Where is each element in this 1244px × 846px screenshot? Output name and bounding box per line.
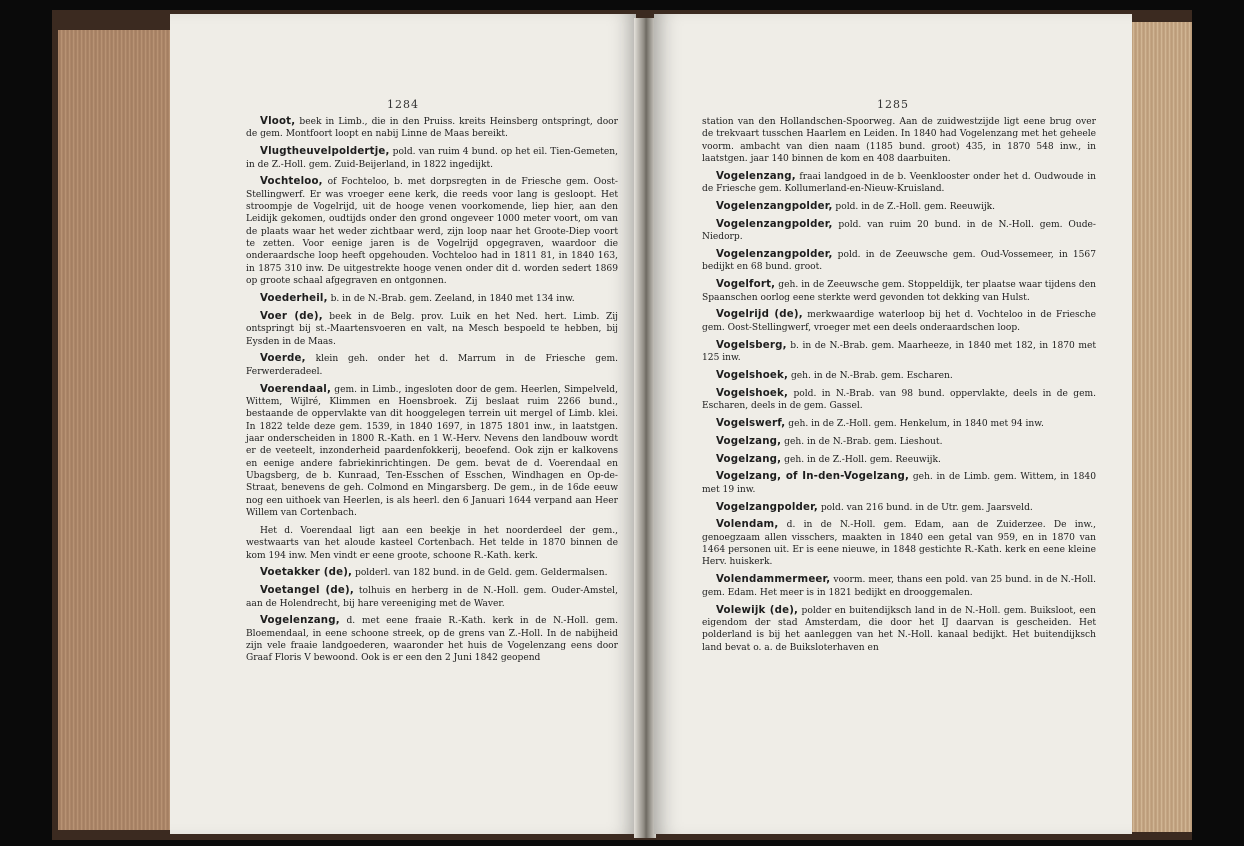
entry-headword: Vogelzang, bbox=[716, 453, 782, 465]
entry-text: tolhuis en herberg in de N.-Holl. gem. Ouder-Amstel, aan de Holendrecht, bij hare vereeniging met de Waver. bbox=[246, 586, 618, 609]
dictionary-entry bbox=[246, 293, 618, 305]
entry-headword: Vogelswerf, bbox=[716, 417, 786, 429]
dictionary-entry bbox=[702, 436, 1096, 448]
entry-text: d. met eene fraaie R.-Kath. kerk in de N.-Holl. gem. Bloemendaal, in eene schoone streek, op de grens van Z.-Holl. In de nabijheid zijn vele fraaie landgoederen, waaronder het huis de Vogelenzang eens door Graaf Floris V bewoond. Ook is er een den 2 Juni 1842 geopend bbox=[246, 616, 618, 664]
entry-headword: Voetakker (de), bbox=[260, 567, 353, 579]
page-number: 1284 bbox=[387, 98, 419, 111]
entry-headword: Volendammermeer, bbox=[716, 574, 831, 586]
entry-text: pold. van ruim 20 bund. in de N.-Holl. gem. Oude-Niedorp. bbox=[702, 219, 1096, 243]
entry-text: pold. in N.-Brab. van 98 bund. oppervlakte, deels in de gem. Escharen, deels in de gem. Gassel. bbox=[702, 388, 1096, 412]
entry-text: pold. van ruim 4 bund. op het eil. Tien-Gemeten, in de Z.-Holl. gem. Zuid-Beijerland, in 1822 ingedijkt. bbox=[246, 147, 618, 170]
entry-headword: Vogelzang, of In-den-Vogelzang, bbox=[716, 471, 910, 483]
entry-text: pold. in de Zeeuwsche gem. Oud-Vossemeer, in 1567 bedijkt en 68 bund. groot. bbox=[702, 250, 1096, 273]
dictionary-entry bbox=[246, 615, 618, 664]
entry-headword: Voederheil, bbox=[260, 292, 328, 304]
entry-headword: Volewijk (de), bbox=[716, 604, 799, 616]
entry-text: beek in Limb., die in den Pruiss. kreits Heinsberg ontspringt, door de gem. Montfoort loopt en nabij Linne de Maas bereikt. bbox=[246, 117, 618, 140]
entry-headword: Vlugtheuvelpoldertje, bbox=[260, 146, 390, 158]
right-page-text bbox=[702, 116, 1096, 659]
entry-text: fraai landgoed in de b. Veenklooster onder het d. Oudwoude in de Friesche gem. Kollumerland-en-Nieuw-Kruisland. bbox=[702, 171, 1096, 195]
dictionary-entry bbox=[702, 219, 1096, 244]
entry-text: geh. in de Z.-Holl. gem. Henkelum, in 1840 met 94 inw. bbox=[785, 418, 1044, 429]
dictionary-entry bbox=[702, 519, 1096, 568]
dictionary-entry bbox=[246, 146, 618, 171]
dictionary-entry bbox=[246, 525, 618, 562]
entry-headword: Vloot, bbox=[260, 116, 296, 127]
entry-headword: Vogelshoek, bbox=[716, 387, 789, 399]
entry-headword: Voetangel (de), bbox=[260, 585, 354, 597]
left-page-text bbox=[246, 116, 618, 670]
entry-headword: Vogelenzangpolder, bbox=[716, 249, 833, 261]
dictionary-entry bbox=[702, 201, 1096, 213]
dictionary-entry bbox=[702, 454, 1096, 466]
dictionary-entry bbox=[246, 585, 618, 610]
page-edges-left bbox=[58, 30, 170, 830]
entry-text: d. in de N.-Holl. gem. Edam, aan de Zuiderzee. De inw., genoegzaam allen visschers, maakten in 1840 een getal van 959, en in 1870 van 1464 personen uit. Er is eene nieuwe, in 1848 gestichte R.-Kath. kerk en eene kleine Herv. huiskerk. bbox=[702, 520, 1096, 568]
entry-headword: Vogelfort, bbox=[716, 279, 776, 291]
entry-headword: Vogelzang, bbox=[716, 435, 782, 447]
dictionary-entry bbox=[702, 171, 1096, 196]
entry-headword: Vogelzangpolder, bbox=[716, 501, 818, 513]
entry-text: geh. in de N.-Brab. gem. Escharen. bbox=[788, 370, 953, 381]
entry-text: klein geh. onder het d. Marrum in de Friesche gem. Ferwerderadeel. bbox=[246, 354, 618, 377]
dictionary-entry bbox=[702, 249, 1096, 274]
dictionary-entry bbox=[702, 279, 1096, 304]
right-page bbox=[654, 14, 1132, 834]
dictionary-entry bbox=[702, 605, 1096, 654]
entry-text: b. in de N.-Brab. gem. Zeeland, in 1840 met 134 inw. bbox=[327, 293, 575, 304]
left-page bbox=[170, 14, 636, 834]
entry-headword: Vogelshoek, bbox=[716, 369, 789, 381]
entry-text: geh. in de N.-Brab. gem. Lieshout. bbox=[781, 436, 943, 447]
entry-headword: Volendam, bbox=[716, 519, 779, 531]
entry-headword: Vogelenzang, bbox=[716, 170, 796, 182]
entry-text: voorm. meer, thans een pold. van 25 bund. in de N.-Holl. gem. Edam. Het meer is in 1821 bedijkt en drooggemalen. bbox=[702, 575, 1096, 598]
entry-text: polderl. van 182 bund. in de Geld. gem. Geldermalsen. bbox=[352, 568, 608, 579]
entry-text: geh. in de Zeeuwsche gem. Stoppeldijk, ter plaatse waar tijdens den Spaanschen oorlog eene sterkte werd gevonden tot dekking van Hulst. bbox=[702, 280, 1096, 303]
entry-text: polder en buitendijksch land in de N.-Holl. gem. Buiksloot, een eigendom der stad Amsterdam, die door het IJ daarvan is gescheiden. Het polderland is bij het aanleggen van het N.-Holl. kanaal bedijkt. Het buitendijksch land bevat o. a. de Buiksloterhaven en bbox=[702, 605, 1096, 653]
entry-text: beek in de Belg. prov. Luik en het Ned. hert. Limb. Zij ontspringt bij st.-Maartensvoeren en valt, na Mesch bespoeld te hebben, bij Eysden in de Maas. bbox=[246, 311, 618, 347]
entry-text: of Fochteloo, b. met dorpsregten in de Friesche gem. Oost-Stellingwerf. Er was vroeger eene kerk, die reeds voor lang is gesloopt. Het stroompje de Vogelrijd, uit de hooge venen voorkomende, liep hier, aan den Leidijk gekomen, oudtijds onder den grond ongeveer 1000 meter voort, om van de plaats waar het weder zichtbaar werd, zijn loop naar het Groote-Diep voort te zetten. Voor eenige jaren is de Vogelrijd opgegraven, waardoor die onderaardsche loop heeft opgehouden. Vochteloo had in 1811 81, in 1840 163, in 1875 310 inw. De uitgestrekte hooge venen onder dit d. worden sedert 1869 op groote schaal afgegraven en ontgonnen. bbox=[246, 177, 618, 287]
dictionary-entry bbox=[702, 418, 1096, 430]
dictionary-entry bbox=[702, 340, 1096, 365]
dictionary-entry bbox=[702, 370, 1096, 382]
dictionary-entry bbox=[702, 574, 1096, 599]
entry-headword: Vogelrijd (de), bbox=[716, 309, 803, 321]
dictionary-entry bbox=[246, 567, 618, 579]
dictionary-entry bbox=[702, 116, 1096, 165]
entry-text: Het d. Voerendaal ligt aan een beekje in het noorderdeel der gem., westwaarts van het aloude kasteel Cortenbach. Het telde in 1870 binnen de kom 194 inw. Men vindt er eene groote, schoone R.-Kath. kerk. bbox=[246, 525, 618, 561]
entry-headword: Voer (de), bbox=[260, 310, 323, 322]
entry-text: geh. in de Z.-Holl. gem. Reeuwijk. bbox=[781, 454, 941, 465]
entry-text: station van den Hollandschen-Spoorweg. Aan de zuidwestzijde ligt eene brug over de trekvaart tusschen Haarlem en Leiden. In 1840 had Vogelenzang met het geheele voorm. ambacht van dien naam (1185 bund. groot) 435, in 1870 548 inw., in laatstgen. jaar 140 binnen de kom en 408 daarbuiten. bbox=[702, 117, 1096, 165]
page-edges-right bbox=[1130, 22, 1192, 832]
entry-text: pold. van 216 bund. in de Utr. gem. Jaarsveld. bbox=[817, 502, 1033, 513]
entry-text: merkwaardige waterloop bij het d. Vochteloo in de Friesche gem. Oost-Stellingwerf, vroeger met een deels onderaardschen loop. bbox=[702, 310, 1096, 333]
dictionary-entry bbox=[246, 311, 618, 348]
entry-text: gem. in Limb., ingesloten door de gem. Heerlen, Simpelveld, Wittem, Wijlré, Klimmen en Hoensbroek. Zij beslaat ruim 2266 bund., bestaande de oppervlakte van dit hooggelegen terrein uit mergel of Limb. klei. In 1822 telde deze gem. 1539, in 1840 1697, in 1875 1801 inw., in laatstgen. jaar onderscheiden in 1800 R.-Kath. en 1 W.-Herv. Nevens den landbouw wordt er de veeteelt, inzonderheid paardenfokkerij, beoefend. Ook zijn er kalkovens en eenige andere fabriekinrichtingen. De gem. bevat de d. Voerendaal en Ubagsberg, de b. Kunraad, Ten-Esschen of Esschen, Windhagen en Op-de-Straat, benevens de geh. Colmond en Mingarsberg. De gem., in de 16de eeuw nog een uithoek van Heerlen, is als heerl. den 6 Januari 1644 verpand aan Heer Willem van Cortenbach. bbox=[246, 384, 618, 518]
dictionary-entry bbox=[702, 309, 1096, 334]
dictionary-entry bbox=[246, 176, 618, 287]
dictionary-entry bbox=[702, 502, 1096, 514]
entry-text: geh. in de Limb. gem. Wittem, in 1840 met 19 inw. bbox=[702, 472, 1097, 495]
dictionary-entry bbox=[246, 384, 618, 520]
page-number: 1285 bbox=[877, 98, 909, 111]
entry-headword: Vochteloo, bbox=[260, 176, 323, 188]
entry-headword: Vogelenzangpolder, bbox=[716, 218, 833, 230]
dictionary-entry bbox=[702, 471, 1096, 496]
entry-headword: Voerde, bbox=[260, 353, 306, 365]
entry-text: pold. in de Z.-Holl. gem. Reeuwijk. bbox=[832, 202, 996, 213]
entry-headword: Vogelsberg, bbox=[716, 339, 787, 351]
entry-text: b. in de N.-Brab. gem. Maarheeze, in 1840 met 182, in 1870 met 125 inw. bbox=[702, 340, 1096, 363]
entry-headword: Vogelenzang, bbox=[260, 615, 340, 627]
dictionary-entry bbox=[246, 116, 618, 141]
dictionary-entry bbox=[702, 388, 1096, 413]
dictionary-entry bbox=[246, 353, 618, 378]
entry-headword: Vogelenzangpolder, bbox=[716, 201, 833, 213]
book-gutter bbox=[634, 18, 656, 838]
entry-headword: Voerendaal, bbox=[260, 383, 332, 395]
